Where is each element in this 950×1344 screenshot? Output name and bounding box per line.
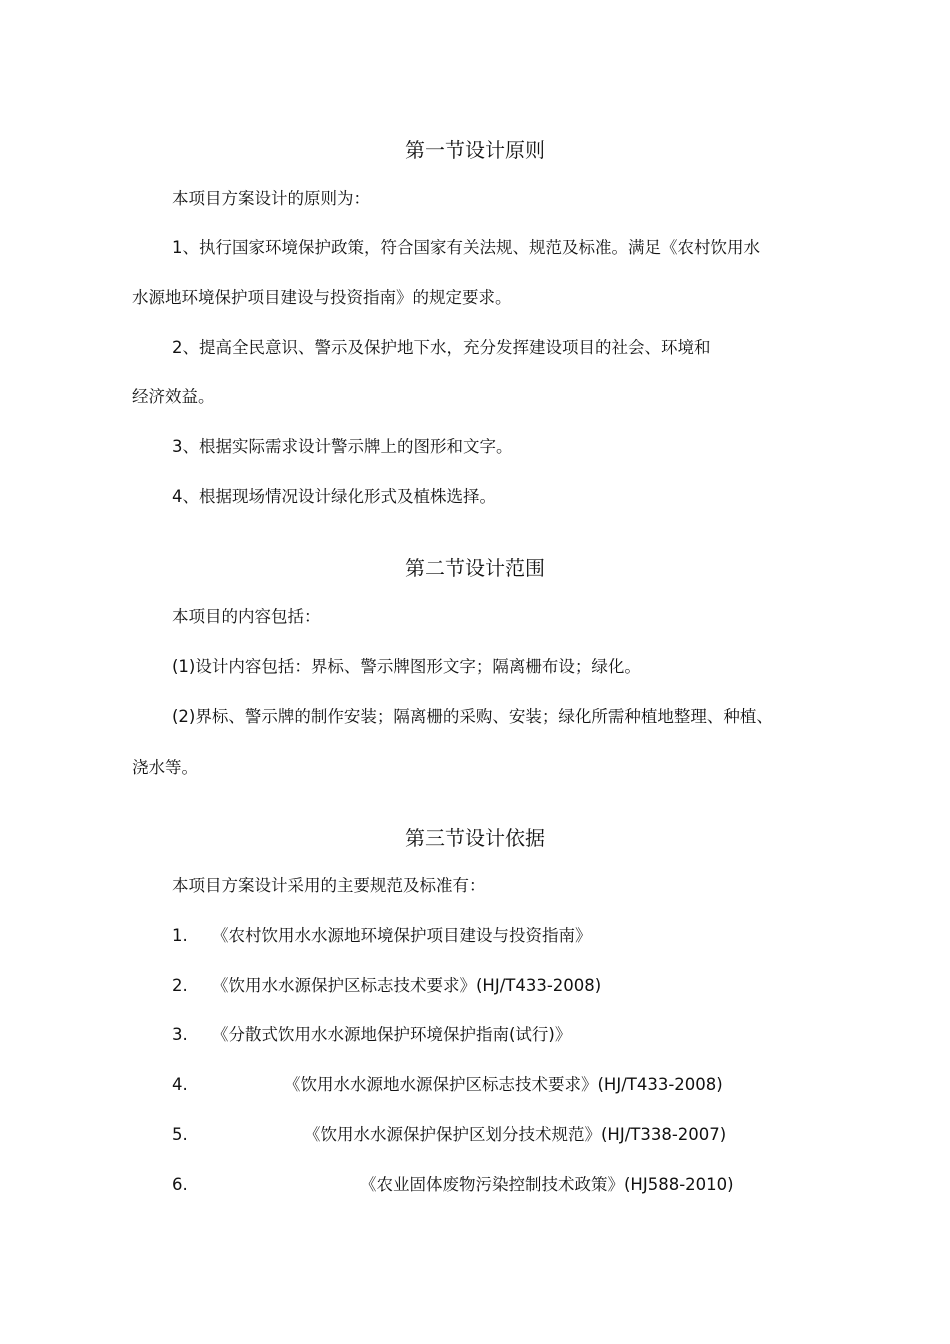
principle-1-line-1: 1、执行国家环境保护政策，符合国家有关法规、规范及标准。满足《农村饮用水 — [172, 238, 760, 257]
section-3-intro: 本项目方案设计采用的主要规范及标准有： — [172, 876, 486, 895]
reference-title: 《饮用水水源保护保护区划分技术规范》(HJ/T338-2007) — [304, 1125, 727, 1144]
principle-1-line-2: 水源地环境保护项目建设与投资指南》的规定要求。 — [132, 288, 512, 307]
reference-title: 《农业固体废物污染控制技术政策》(HJ588-2010) — [360, 1175, 734, 1194]
principle-2-line-1: 2、提高全民意识、警示及保护地下水，充分发挥建设项目的社会、环境和 — [172, 338, 711, 357]
section-3-heading: 第三节设计依据 — [405, 826, 545, 850]
section-1-heading: 第一节设计原则 — [405, 138, 545, 162]
principle-4: 4、根据现场情况设计绿化形式及植株选择。 — [172, 487, 496, 506]
scope-item-1: (1)设计内容包括：界标、警示牌图形文字；隔离栅布设；绿化。 — [172, 657, 641, 676]
reference-title: 《分散式饮用水水源地保护环境保护指南(试行)》 — [212, 1025, 572, 1044]
section-2-intro: 本项目的内容包括： — [172, 607, 321, 626]
reference-number: 1. — [172, 926, 188, 945]
scope-item-2-line-1: (2)界标、警示牌的制作安装；隔离栅的采购、安装；绿化所需种植地整理、种植、 — [172, 707, 773, 726]
reference-title: 《饮用水水源保护区标志技术要求》(HJ/T433-2008) — [212, 976, 602, 995]
section-1-intro: 本项目方案设计的原则为： — [172, 189, 370, 208]
reference-title: 《农村饮用水水源地环境保护项目建设与投资指南》 — [212, 926, 592, 945]
scope-item-2-line-2: 浇水等。 — [132, 758, 198, 777]
reference-number: 3. — [172, 1025, 188, 1044]
principle-3: 3、根据实际需求设计警示牌上的图形和文字。 — [172, 437, 513, 456]
section-2-heading: 第二节设计范围 — [405, 556, 545, 580]
reference-title: 《饮用水水源地水源保护区标志技术要求》(HJ/T433-2008) — [284, 1075, 723, 1094]
reference-number: 2. — [172, 976, 188, 995]
principle-2-line-2: 经济效益。 — [132, 387, 215, 406]
reference-number: 6. — [172, 1175, 188, 1194]
reference-number: 5. — [172, 1125, 188, 1144]
reference-number: 4. — [172, 1075, 188, 1094]
